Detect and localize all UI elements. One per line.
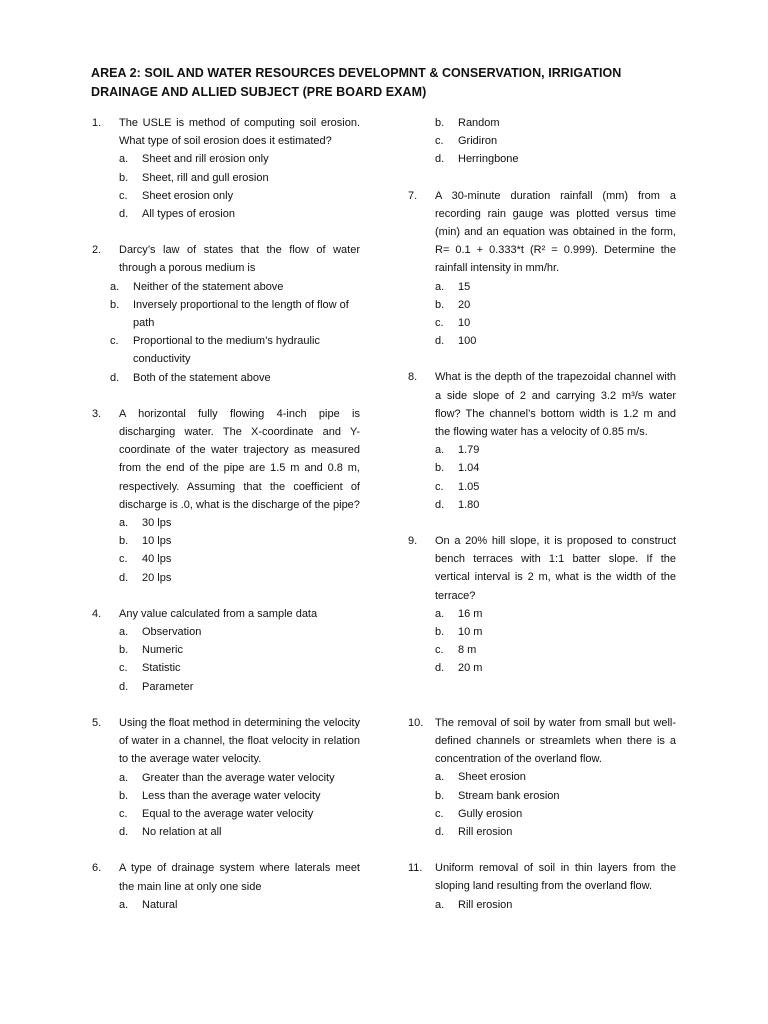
option-d: d. 1.80 xyxy=(435,498,480,511)
option-c: c. Gridiron xyxy=(435,135,498,148)
option-a: a. Sheet and rill erosion only xyxy=(119,153,269,166)
option-b: b. 10 lps xyxy=(119,535,172,548)
option-b: b. 10 m xyxy=(435,626,483,639)
option-a: a. Sheet erosion xyxy=(435,771,526,784)
question-number: 1. xyxy=(92,117,102,129)
option-a: a. Observation xyxy=(119,626,202,639)
option-a: a. Rill erosion xyxy=(435,898,513,911)
question-text: Any value calculated from a sample data xyxy=(119,607,318,620)
option-c: c. 8 m xyxy=(435,644,477,657)
question-number: 4. xyxy=(92,607,102,620)
question-text: The USLE is method of computing soil erosion. What type of soil erosion does it estimated? xyxy=(119,117,360,148)
option-d: d. Parameter xyxy=(119,680,194,693)
question-text: The removal of soil by water from small but well-defined channels or streamlets when there is a concentration of the overland flow. xyxy=(435,716,676,766)
option-d: d. 20 m xyxy=(435,662,483,675)
option-b: b. Random xyxy=(435,117,500,129)
question-7 xyxy=(408,187,676,351)
question-number: 5. xyxy=(92,716,102,729)
option-d: d. All types of erosion xyxy=(119,208,235,221)
option-a: a. 15 xyxy=(435,280,471,293)
question-1 xyxy=(92,114,360,223)
option-c: c. 10 xyxy=(435,317,471,330)
option-b: b. Stream bank erosion xyxy=(435,789,560,802)
option-a: a. 16 m xyxy=(435,607,483,620)
option-b: b. 1.04 xyxy=(435,462,480,475)
option-d: d. Herringbone xyxy=(435,153,519,166)
option-d: d. Both of the statement above xyxy=(110,371,271,384)
option-d: d. No relation at all xyxy=(119,826,222,839)
option-c: c. 1.05 xyxy=(435,480,480,493)
question-9 xyxy=(408,532,676,678)
option-a: a. 1.79 xyxy=(435,444,480,457)
question-8 xyxy=(408,368,676,514)
question-text: On a 20% hill slope, it is proposed to construct bench terraces with 1:1 batter slope. If the vertical interval is 2 m, what is the width of the terrace? xyxy=(435,535,676,602)
right-column xyxy=(408,114,676,914)
question-4 xyxy=(92,605,360,696)
question-3 xyxy=(92,405,360,587)
option-c: c. Equal to the average water velocity xyxy=(119,807,314,820)
option-a: a. Neither of the statement above xyxy=(110,280,284,293)
question-5 xyxy=(92,714,360,841)
option-c: c. Proportional to the medium’s hydraulic conductivity xyxy=(110,335,320,366)
option-a: a. Natural xyxy=(119,898,178,911)
question-text: A horizontal fully flowing 4-inch pipe is discharging water. The X-coordinate and Y-coordinate of the water trajectory as measured from the end of the pipe are 1.5 m and 0.8 m, respectively. Assuming that the coefficient of discharge is .0, what is the discharge of the pipe? xyxy=(119,407,360,511)
option-b: b. Numeric xyxy=(119,644,183,657)
question-text: Darcy’s law of states that the flow of water through a porous medium is xyxy=(119,244,360,275)
left-column xyxy=(92,114,360,914)
question-number: 7. xyxy=(408,189,418,202)
question-text: Uniform removal of soil in thin layers from the sloping land resulting from the overland flow. xyxy=(435,862,676,893)
option-a: a. 30 lps xyxy=(119,517,172,530)
option-b: b. Inversely proportional to the length of flow of path xyxy=(110,298,349,330)
question-11 xyxy=(408,859,676,914)
question-6 xyxy=(92,859,360,914)
option-b: b. Less than the average water velocity xyxy=(119,789,321,802)
option-b: b. 20 xyxy=(435,298,471,311)
question-number: 10. xyxy=(408,716,424,729)
question-number: 9. xyxy=(408,535,418,548)
option-c: c. Gully erosion xyxy=(435,807,523,820)
question-text: A type of drainage system where laterals meet the main line at only one side xyxy=(119,862,360,893)
question-number: 11. xyxy=(408,862,423,875)
page-title: AREA 2: SOIL AND WATER RESOURCES DEVELOPMNT & CONSERVATION, IRRIGATION DRAINAGE AND ALLIED SUBJECT (PRE BOARD EXAM) xyxy=(91,66,622,99)
question-number: 2. xyxy=(92,244,102,257)
question-text: A 30-minute duration rainfall (mm) from a recording rain gauge was plotted versus time (min) and an equation was obtained in the form, R= 0.1 + 0.333*t (R² = 0.999). Determine the rainfall intensity in mm/hr. xyxy=(435,189,676,275)
option-b: b. Sheet, rill and gull erosion xyxy=(119,171,269,184)
option-c: c. Statistic xyxy=(119,662,181,675)
option-c: c. 40 lps xyxy=(119,553,172,566)
option-c: c. Sheet erosion only xyxy=(119,189,234,202)
question-10 xyxy=(408,714,676,841)
question-text: What is the depth of the trapezoidal channel with a side slope of 2 and carrying 3.2 m³/s water flow? The channel’s bottom width is 1.2 m and the flowing water has a velocity of 0.85 m/s. xyxy=(435,371,676,439)
question-number: 8. xyxy=(408,371,418,384)
option-d: d. 20 lps xyxy=(119,571,172,584)
question-number: 6. xyxy=(92,862,102,875)
question-2 xyxy=(92,241,360,387)
option-d: d. Rill erosion xyxy=(435,825,513,838)
option-a: a. Greater than the average water velocity xyxy=(119,771,335,784)
question-number: 3. xyxy=(92,407,102,420)
question-text: Using the float method in determining the velocity of water in a channel, the float velocity in relation to the average water velocity. xyxy=(119,716,360,766)
question-6-continued xyxy=(408,114,676,169)
option-d: d. 100 xyxy=(435,335,477,348)
